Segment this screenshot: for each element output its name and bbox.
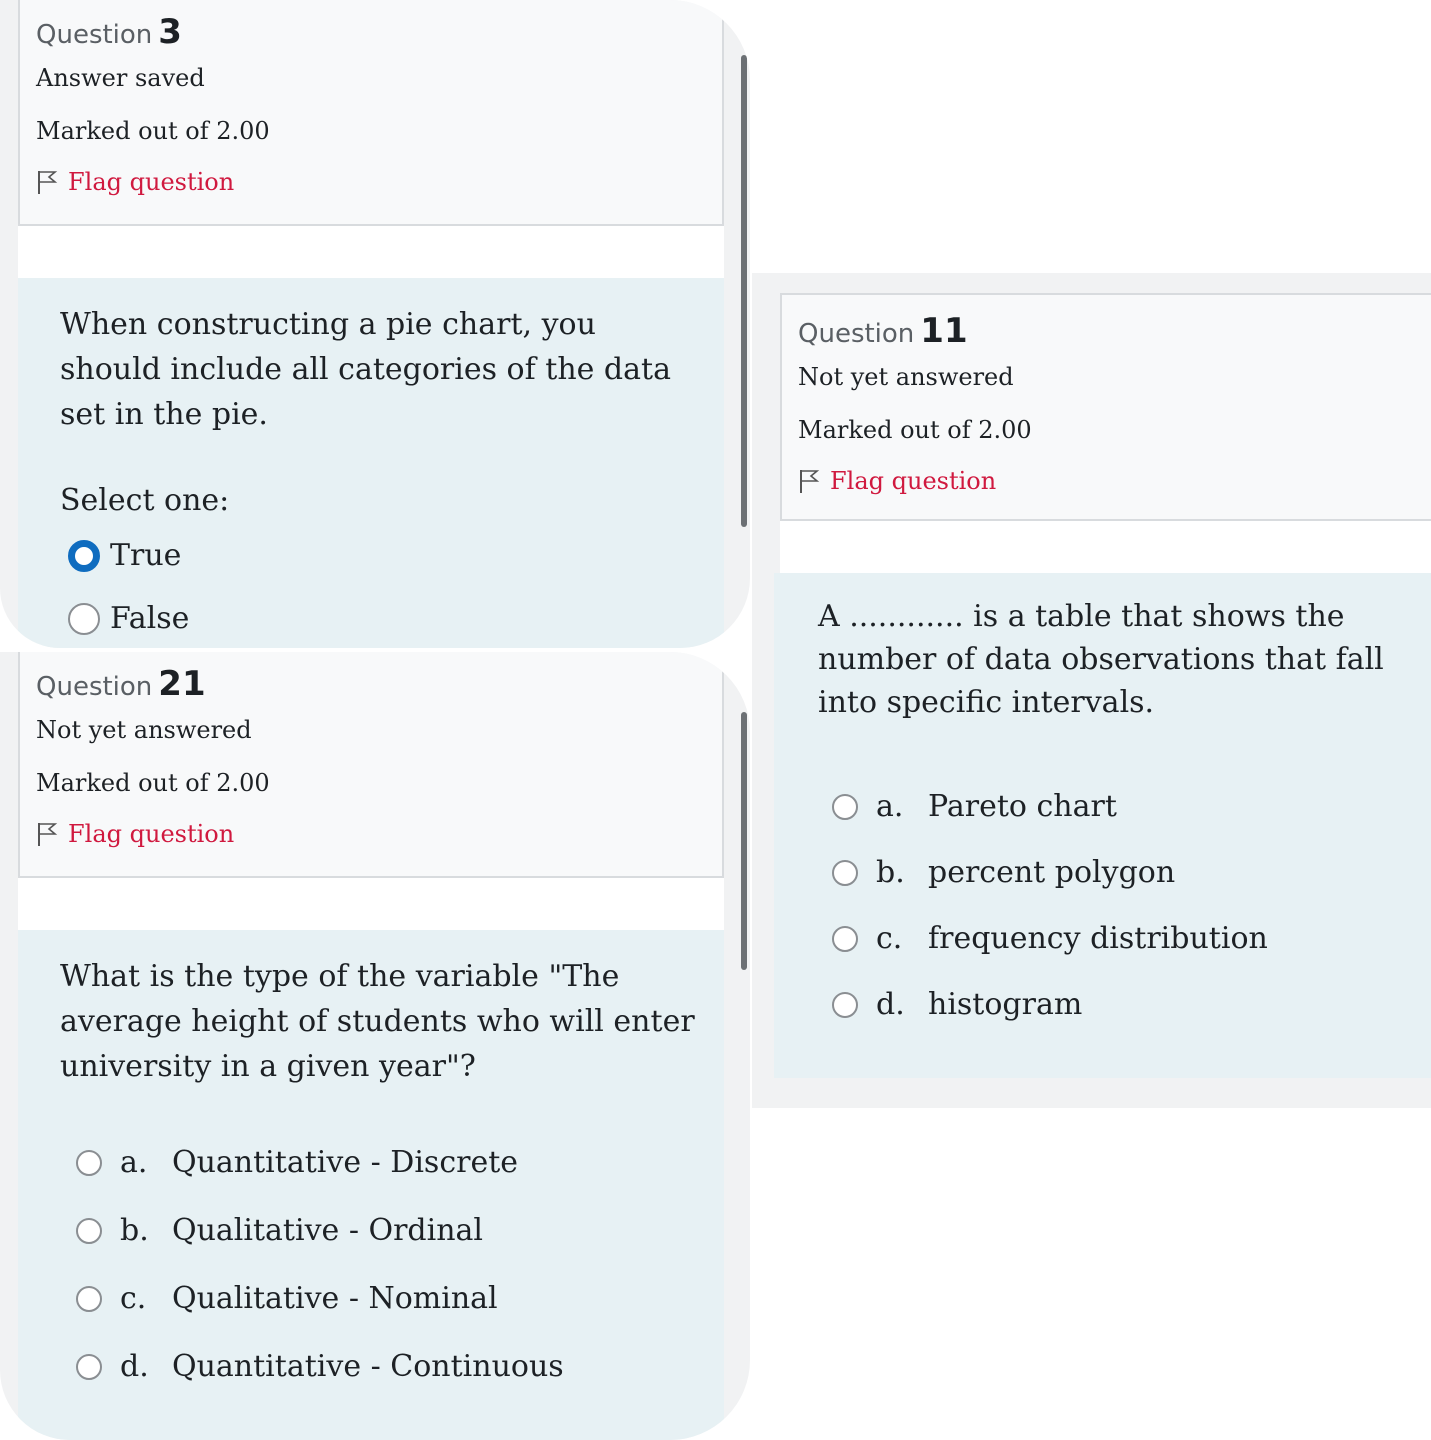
option-label: histogram	[928, 987, 1083, 1022]
radio-button[interactable]	[832, 860, 858, 886]
flag-icon	[36, 821, 58, 847]
option-true[interactable]	[68, 538, 181, 573]
select-one-prompt: Select one:	[60, 483, 230, 518]
question-number: 3	[158, 12, 182, 52]
question-3-info	[18, 0, 724, 226]
question-3-content	[18, 278, 724, 648]
question-grade: Marked out of 2.00	[36, 117, 270, 145]
question-state: Not yet answered	[36, 716, 252, 744]
option-a[interactable]	[832, 789, 1117, 824]
option-b[interactable]	[76, 1213, 483, 1248]
spacer	[780, 521, 1431, 573]
option-letter: b.	[120, 1213, 149, 1248]
option-letter: c.	[120, 1281, 147, 1316]
option-a[interactable]	[76, 1145, 518, 1180]
question-11-heading	[798, 311, 968, 351]
question-11-info	[780, 293, 1431, 521]
question-number: 11	[920, 311, 968, 351]
flag-question-link[interactable]	[36, 168, 234, 196]
option-label: percent polygon	[928, 855, 1176, 890]
option-d[interactable]	[76, 1349, 564, 1384]
flag-icon	[798, 468, 820, 494]
option-letter: d.	[876, 987, 905, 1022]
spacer	[18, 226, 724, 278]
option-letter: a.	[120, 1145, 148, 1180]
flag-icon	[36, 169, 58, 195]
radio-button-checked[interactable]	[68, 540, 100, 572]
question-21-info	[18, 652, 724, 878]
question-grade: Marked out of 2.00	[36, 769, 270, 797]
flag-question-label: Flag question	[68, 820, 235, 848]
flag-question-label: Flag question	[68, 168, 235, 196]
option-label: Quantitative - Continuous	[172, 1349, 564, 1384]
option-letter: c.	[876, 921, 903, 956]
question-11-panel	[752, 273, 1431, 1108]
radio-button[interactable]	[76, 1286, 102, 1312]
scrollbar[interactable]	[741, 55, 747, 527]
question-label: Question	[36, 672, 153, 702]
option-label: Qualitative - Nominal	[172, 1281, 498, 1316]
option-label: Quantitative - Discrete	[172, 1145, 519, 1180]
question-text: A ............ is a table that shows the number of data observations that fall into specific intervals.	[818, 599, 1384, 720]
question-label: Question	[36, 20, 153, 50]
scrollbar[interactable]	[741, 712, 747, 970]
question-3-heading	[36, 12, 182, 52]
option-b[interactable]	[832, 855, 1175, 890]
radio-button[interactable]	[76, 1150, 102, 1176]
flag-question-link[interactable]	[36, 820, 234, 848]
flag-question-link[interactable]	[798, 467, 996, 495]
option-label: True	[110, 538, 182, 573]
question-number: 21	[158, 664, 206, 704]
question-21-content	[18, 930, 724, 1440]
radio-button[interactable]	[832, 794, 858, 820]
option-c[interactable]	[76, 1281, 498, 1316]
option-letter: a.	[876, 789, 904, 824]
option-label: frequency distribution	[928, 921, 1268, 956]
radio-button[interactable]	[832, 926, 858, 952]
option-label: False	[110, 601, 190, 636]
question-3-panel	[0, 0, 750, 648]
radio-button[interactable]	[68, 603, 100, 635]
question-state: Answer saved	[36, 64, 205, 92]
question-grade: Marked out of 2.00	[798, 416, 1032, 444]
question-text: When constructing a pie chart, you should include all categories of the data set in the pie.	[60, 307, 671, 432]
option-false[interactable]	[68, 601, 189, 636]
question-11-content	[774, 573, 1431, 1078]
option-letter: b.	[876, 855, 905, 890]
option-letter: d.	[120, 1349, 149, 1384]
question-label: Question	[798, 319, 915, 349]
question-state: Not yet answered	[798, 363, 1014, 391]
flag-question-label: Flag question	[830, 467, 997, 495]
radio-button[interactable]	[76, 1218, 102, 1244]
option-label: Qualitative - Ordinal	[172, 1213, 484, 1248]
option-label: Pareto chart	[928, 789, 1117, 824]
radio-button[interactable]	[76, 1354, 102, 1380]
option-d[interactable]	[832, 987, 1082, 1022]
spacer	[18, 878, 724, 930]
question-21-panel	[0, 652, 750, 1440]
option-c[interactable]	[832, 921, 1268, 956]
radio-button[interactable]	[832, 992, 858, 1018]
question-21-heading	[36, 664, 206, 704]
question-text: What is the type of the variable "The average height of students who will enter university in a given year"?	[60, 959, 695, 1084]
